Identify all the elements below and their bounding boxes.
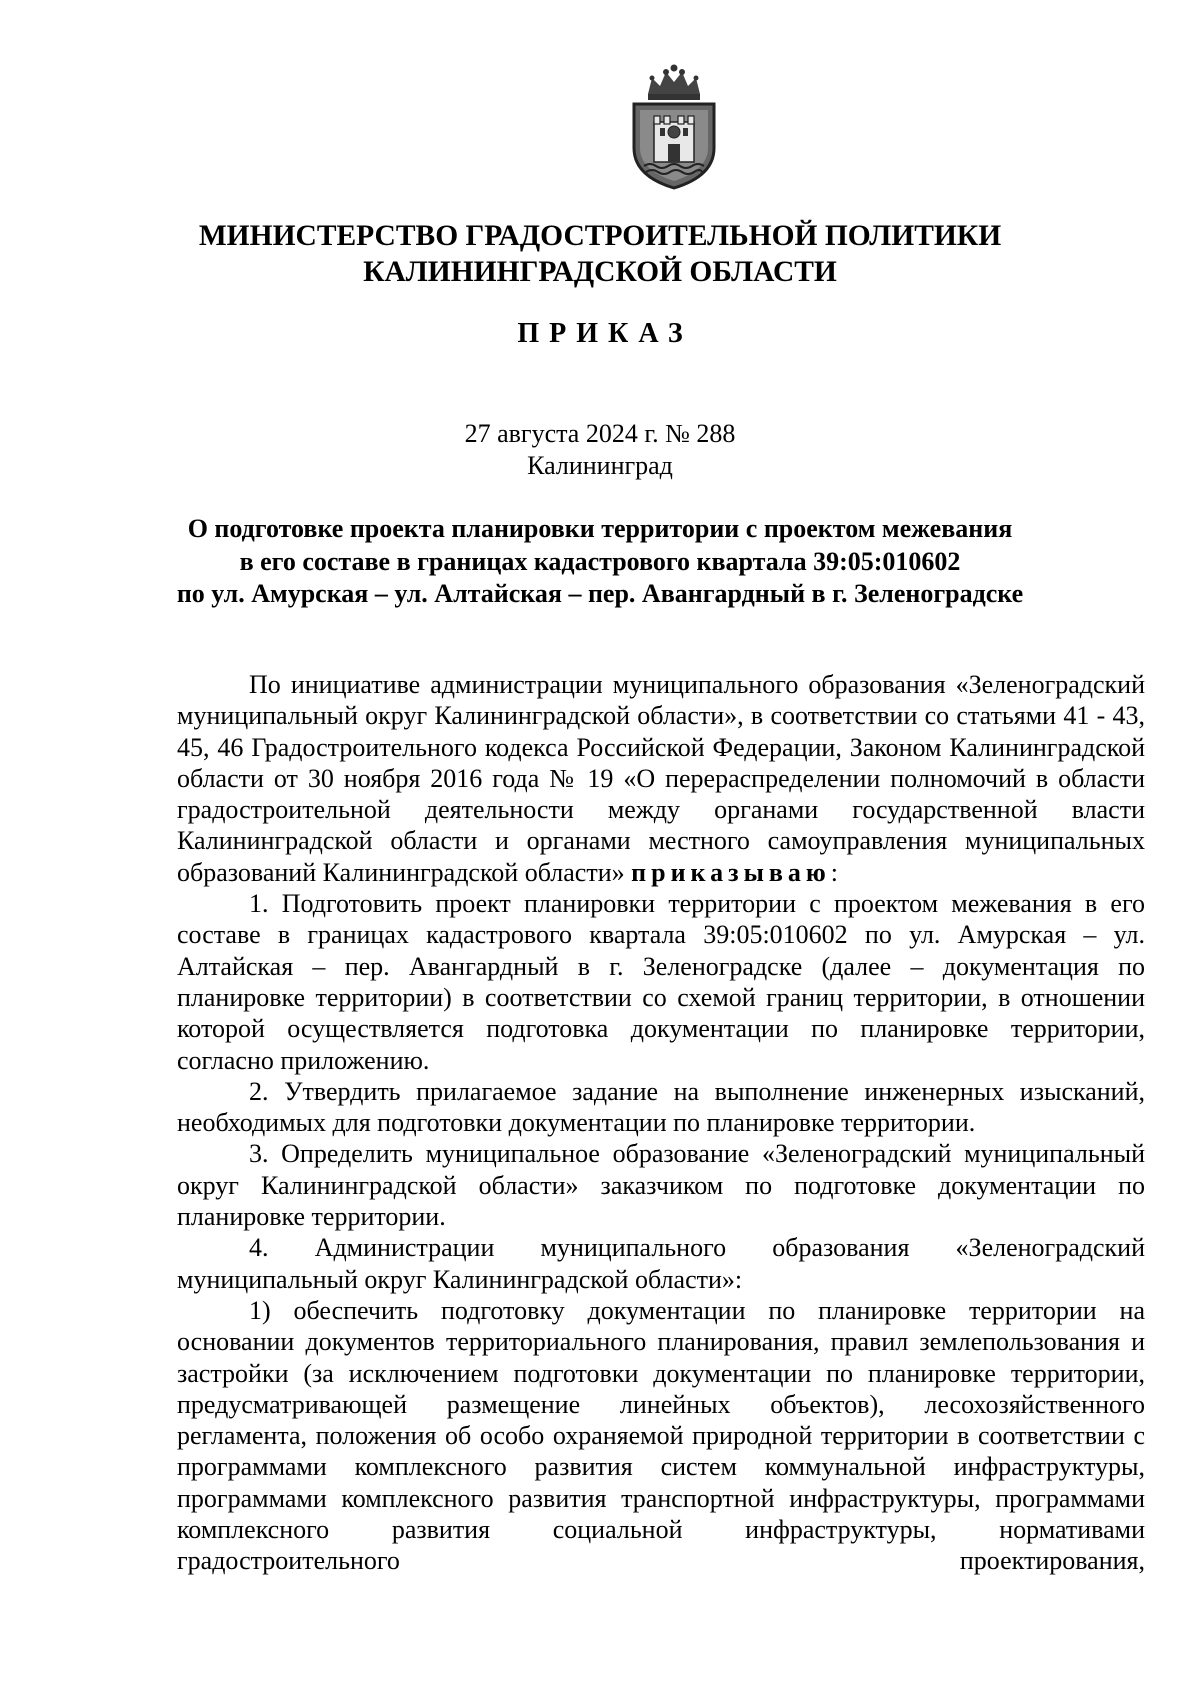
order-word: приказываю xyxy=(631,857,831,887)
order-subject xyxy=(0,513,1200,611)
ministry-line-2: КАЛИНИНГРАДСКОЙ ОБЛАСТИ xyxy=(363,256,837,288)
item-4: 4. Администрации муниципального образования «Зеленоградский муниципальный округ Калининградской области»: xyxy=(177,1233,1145,1294)
document-type: ПРИКАЗ xyxy=(517,318,693,349)
order-colon: : xyxy=(830,857,839,887)
item-3: 3. Определить муниципальное образование «Зеленоградский муниципальный округ Калининградской области» заказчиком по подготовке документации по планировке территории. xyxy=(177,1139,1145,1232)
preamble-text: По инициативе администрации муниципального образования «Зеленоградский муниципальный округ Калининградской области», в соответствии со статьями 41 - 43, 45, 46 Градостроительного кодекса Российской Федерации, Законом Калининградской области от 30 ноября 2016 года № 19 «О перераспределении полномочий в области градостроительной деятельности между органами государственной власти Калининградской области и органами местного самоуправления муниципальных образований Калининградской области» xyxy=(177,670,1145,887)
subject-line-3: по ул. Амурская – ул. Алтайская – пер. Авангардный в г. Зеленоградске xyxy=(176,579,1024,608)
ministry-line-1: МИНИСТЕРСТВО ГРАДОСТРОИТЕЛЬНОЙ ПОЛИТИКИ xyxy=(198,220,1002,252)
subject-line-2: в его составе в границах кадастрового квартала 39:05:010602 xyxy=(239,546,961,576)
item-4-1: 1) обеспечить подготовку документации по планировке территории на основании документов территориального планирования, правил землепользования и застройки (за исключением подготовки документации по планировке территории, предусматривающей размещение линейных объектов), лесохозяйственного регламента, положения об особо охраняемой природной территории в соответствии с программами комплексного развития систем коммунальной инфраструктуры, программами комплексного развития транспортной инфраструктуры, программами комплексного развития социальной инфраструктуры, нормативами градостроительного проектирования, xyxy=(177,1295,1145,1576)
order-body xyxy=(177,669,1145,1577)
item-1: 1. Подготовить проект планировки территории с проектом межевания в его составе в границах кадастрового квартала 39:05:010602 по ул. Амурская – ул. Алтайская – пер. Авангардный в г. Зеленоградске (далее – документация по планировке территории) в соответствии со схемой границ территории, в отношении которой осуществляется подготовка документации по планировке территории, согласно приложению. xyxy=(177,889,1145,1075)
preamble-paragraph xyxy=(177,669,1145,888)
kaliningrad-coat-of-arms-icon xyxy=(626,64,722,190)
subject-line-1: О подготовке проекта планировки территории с проектом межевания xyxy=(187,514,1013,543)
item-2: 2. Утвердить прилагаемое задание на выполнение инженерных изысканий, необходимых для подготовки документации по планировке территории. xyxy=(177,1076,1145,1138)
ministry-name xyxy=(0,218,1200,290)
city: Калининград xyxy=(527,451,673,480)
date-and-number: 27 августа 2024 г. № 288 xyxy=(464,419,736,448)
